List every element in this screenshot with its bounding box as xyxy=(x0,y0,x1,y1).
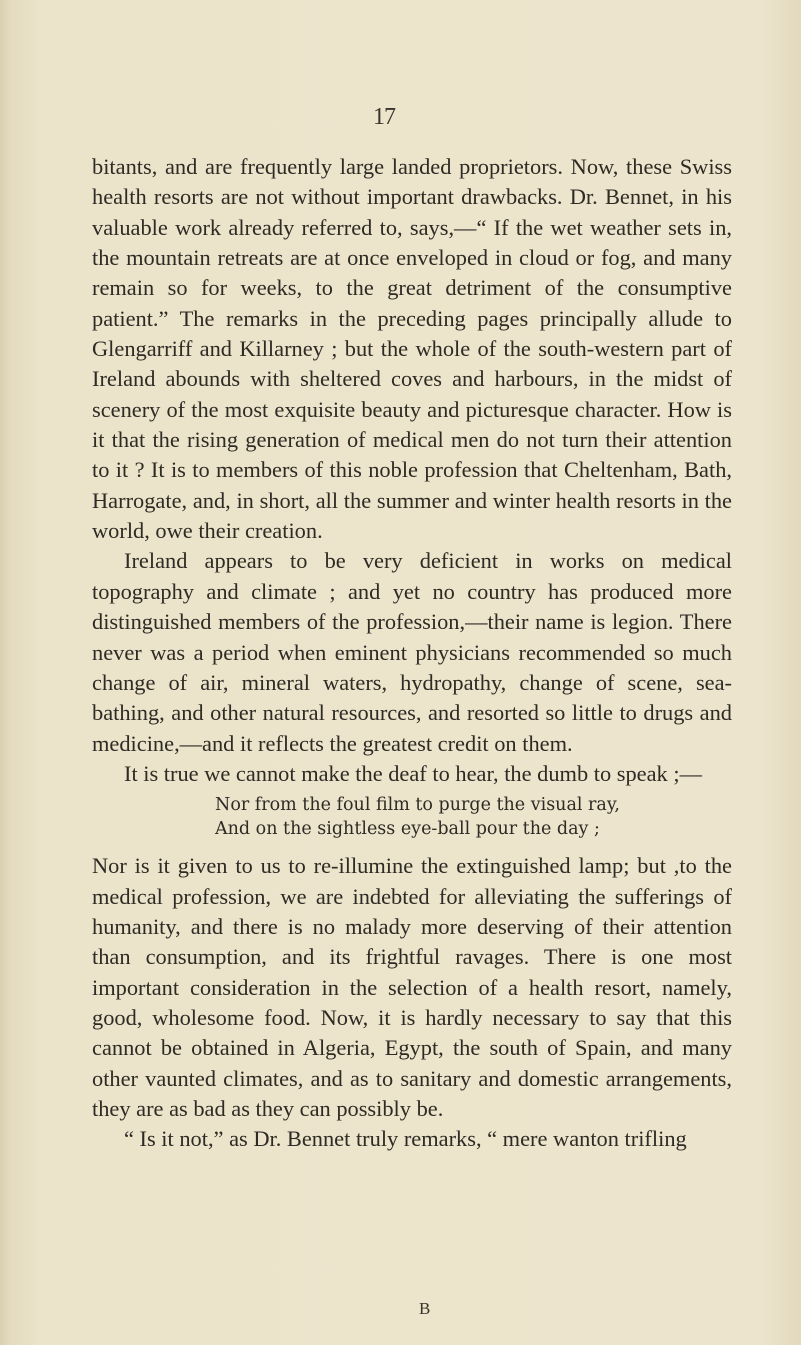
verse-line-1: Nor from the foul film to purge the visual ray, xyxy=(215,795,620,816)
paragraph-2: Ireland appears to be very deficient in works on medical topography and climate ; and yet no country has produced more distinguished members of the profession,—their name is legion. There never was a period when eminent physicians recommended so much change of air, mineral waters, hydropathy, change of scene, sea-bathing, and other natural resources, and resorted so little to drugs and medicine,—and it reflects the greatest credit on them. xyxy=(92,548,732,756)
body-text xyxy=(92,152,732,1155)
page-number: 17 xyxy=(373,104,395,130)
paragraph-4: Nor is it given to us to re-illumine the extinguished lamp; but ,to the medical profession, we are indebted for alleviating the sufferings of humanity, and there is no malady more deserving of their attention than consumption, and its frightful ravages. There is one most important consideration in the selection of a health resort, namely, good, wholesome food. Now, it is hardly necessary to say that this cannot be obtained in Algeria, Egypt, the south of Spain, and many other vaunted climates, and as to sanitary and domestic arrangements, they are as bad as they can possibly be. xyxy=(92,853,732,1121)
paragraph-5: “ Is it not,” as Dr. Bennet truly remarks, “ mere wanton trifling xyxy=(124,1126,687,1152)
verse-line-2: And on the sightless eye-ball pour the day ; xyxy=(215,819,600,840)
paragraph-1: bitants, and are frequently large landed proprietors. Now, these Swiss health resorts are not without important drawbacks. Dr. Bennet, in his valuable work already referred to, says,—“ If the wet weather sets in, the mountain retreats are at once enveloped in cloud or fog, and many remain so for weeks, to the great detriment of the consumptive patient.” The remarks in the preceding pages principally allude to Glengarriff and Killarney ; but the whole of the south-western part of Ireland abounds with sheltered coves and harbours, in the midst of scenery of the most exquisite beauty and picturesque character. How is it that the rising generation of medical men do not turn their attention to it ? It is to members of this noble profession that Cheltenham, Bath, Harrogate, and, in short, all the summer and winter health resorts in the world, owe their creation. xyxy=(92,154,732,544)
paragraph-3: It is true we cannot make the deaf to hear, the dumb to speak ;— xyxy=(124,760,702,786)
signature-mark: B xyxy=(419,1299,431,1318)
verse-quotation xyxy=(92,793,732,841)
